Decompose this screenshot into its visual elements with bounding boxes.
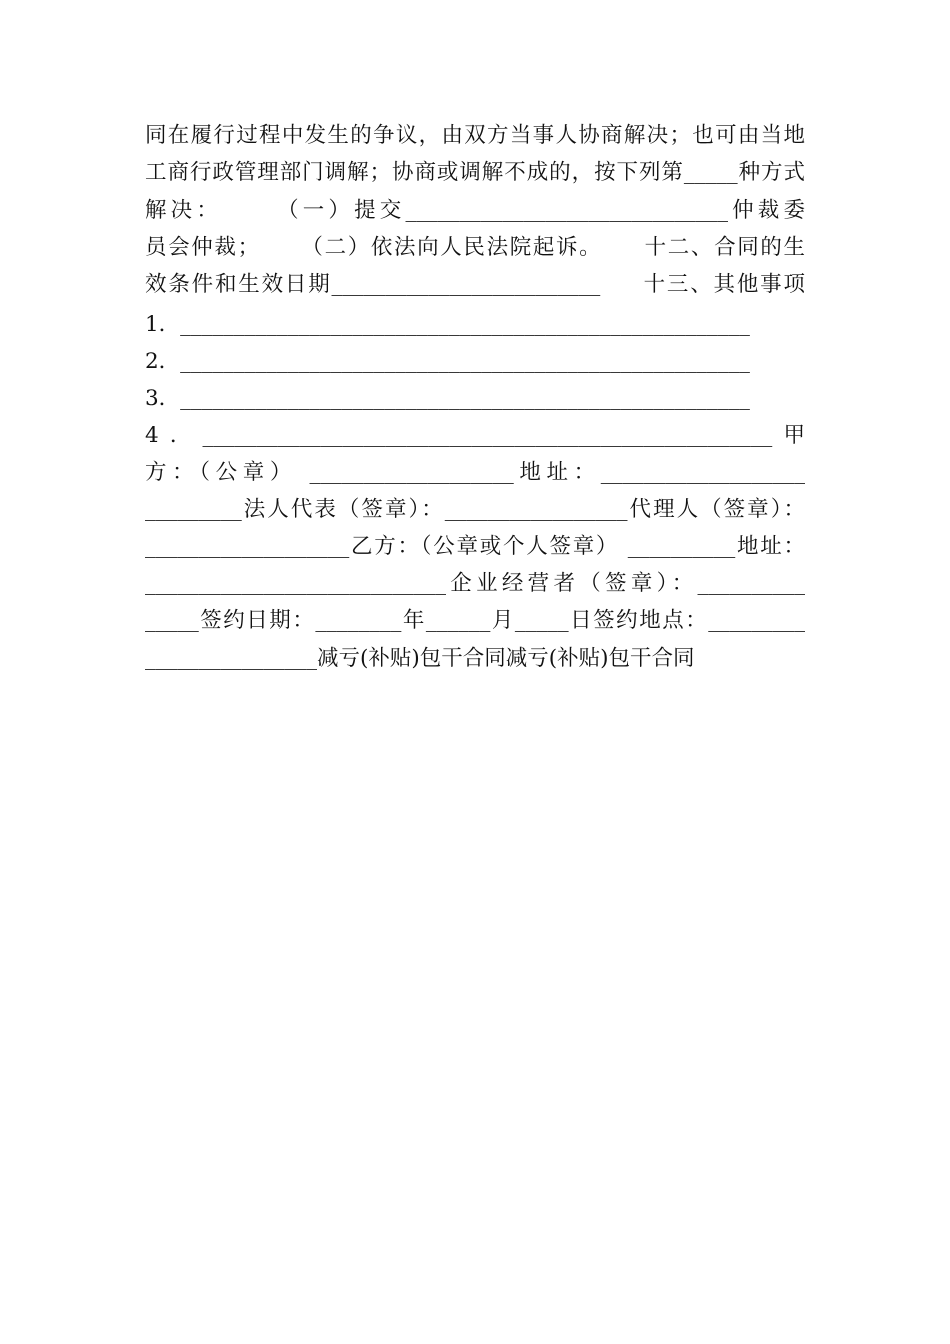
text-line-2: 工商行政管理部门调解；协商或调解不成的，按下列第_____种方式: [145, 160, 805, 185]
text-line-contract-title: ________________减亏(补贴)包干合同减亏(补贴)包干合同: [145, 646, 695, 671]
text-line-4: 员会仲裁； （二）依法向人民法院起诉。 十二、合同的生: [145, 235, 805, 260]
text-line-party-b: ___________________乙方：（公章或个人签章） __________地址：: [145, 534, 805, 559]
text-line-operator: ____________________________企业经营者（签章）：__________: [145, 571, 805, 596]
numbered-item-1: 1．_____________________________________________________: [145, 312, 750, 337]
text-line-3: 解决： （一）提交______________________________仲裁委: [145, 198, 805, 223]
numbered-item-4: 4．_____________________________________________________甲: [145, 423, 805, 448]
numbered-item-3: 3．_____________________________________________________: [145, 386, 750, 411]
text-line-party-a: 方：（公章） ___________________地址：___________________: [145, 460, 805, 485]
text-line-representative: _________法人代表（签章）：_________________代理人（签章）：: [145, 497, 805, 522]
numbered-item-2: 2．_____________________________________________________: [145, 349, 750, 374]
text-line-1: 同在履行过程中发生的争议，由双方当事人协商解决；也可由当地: [145, 123, 805, 148]
text-line-sign-date: _____签约日期：________年______月_____日签约地点：_________: [145, 608, 805, 633]
text-line-5: 效条件和生效日期_________________________ 十三、其他事项: [145, 272, 805, 297]
